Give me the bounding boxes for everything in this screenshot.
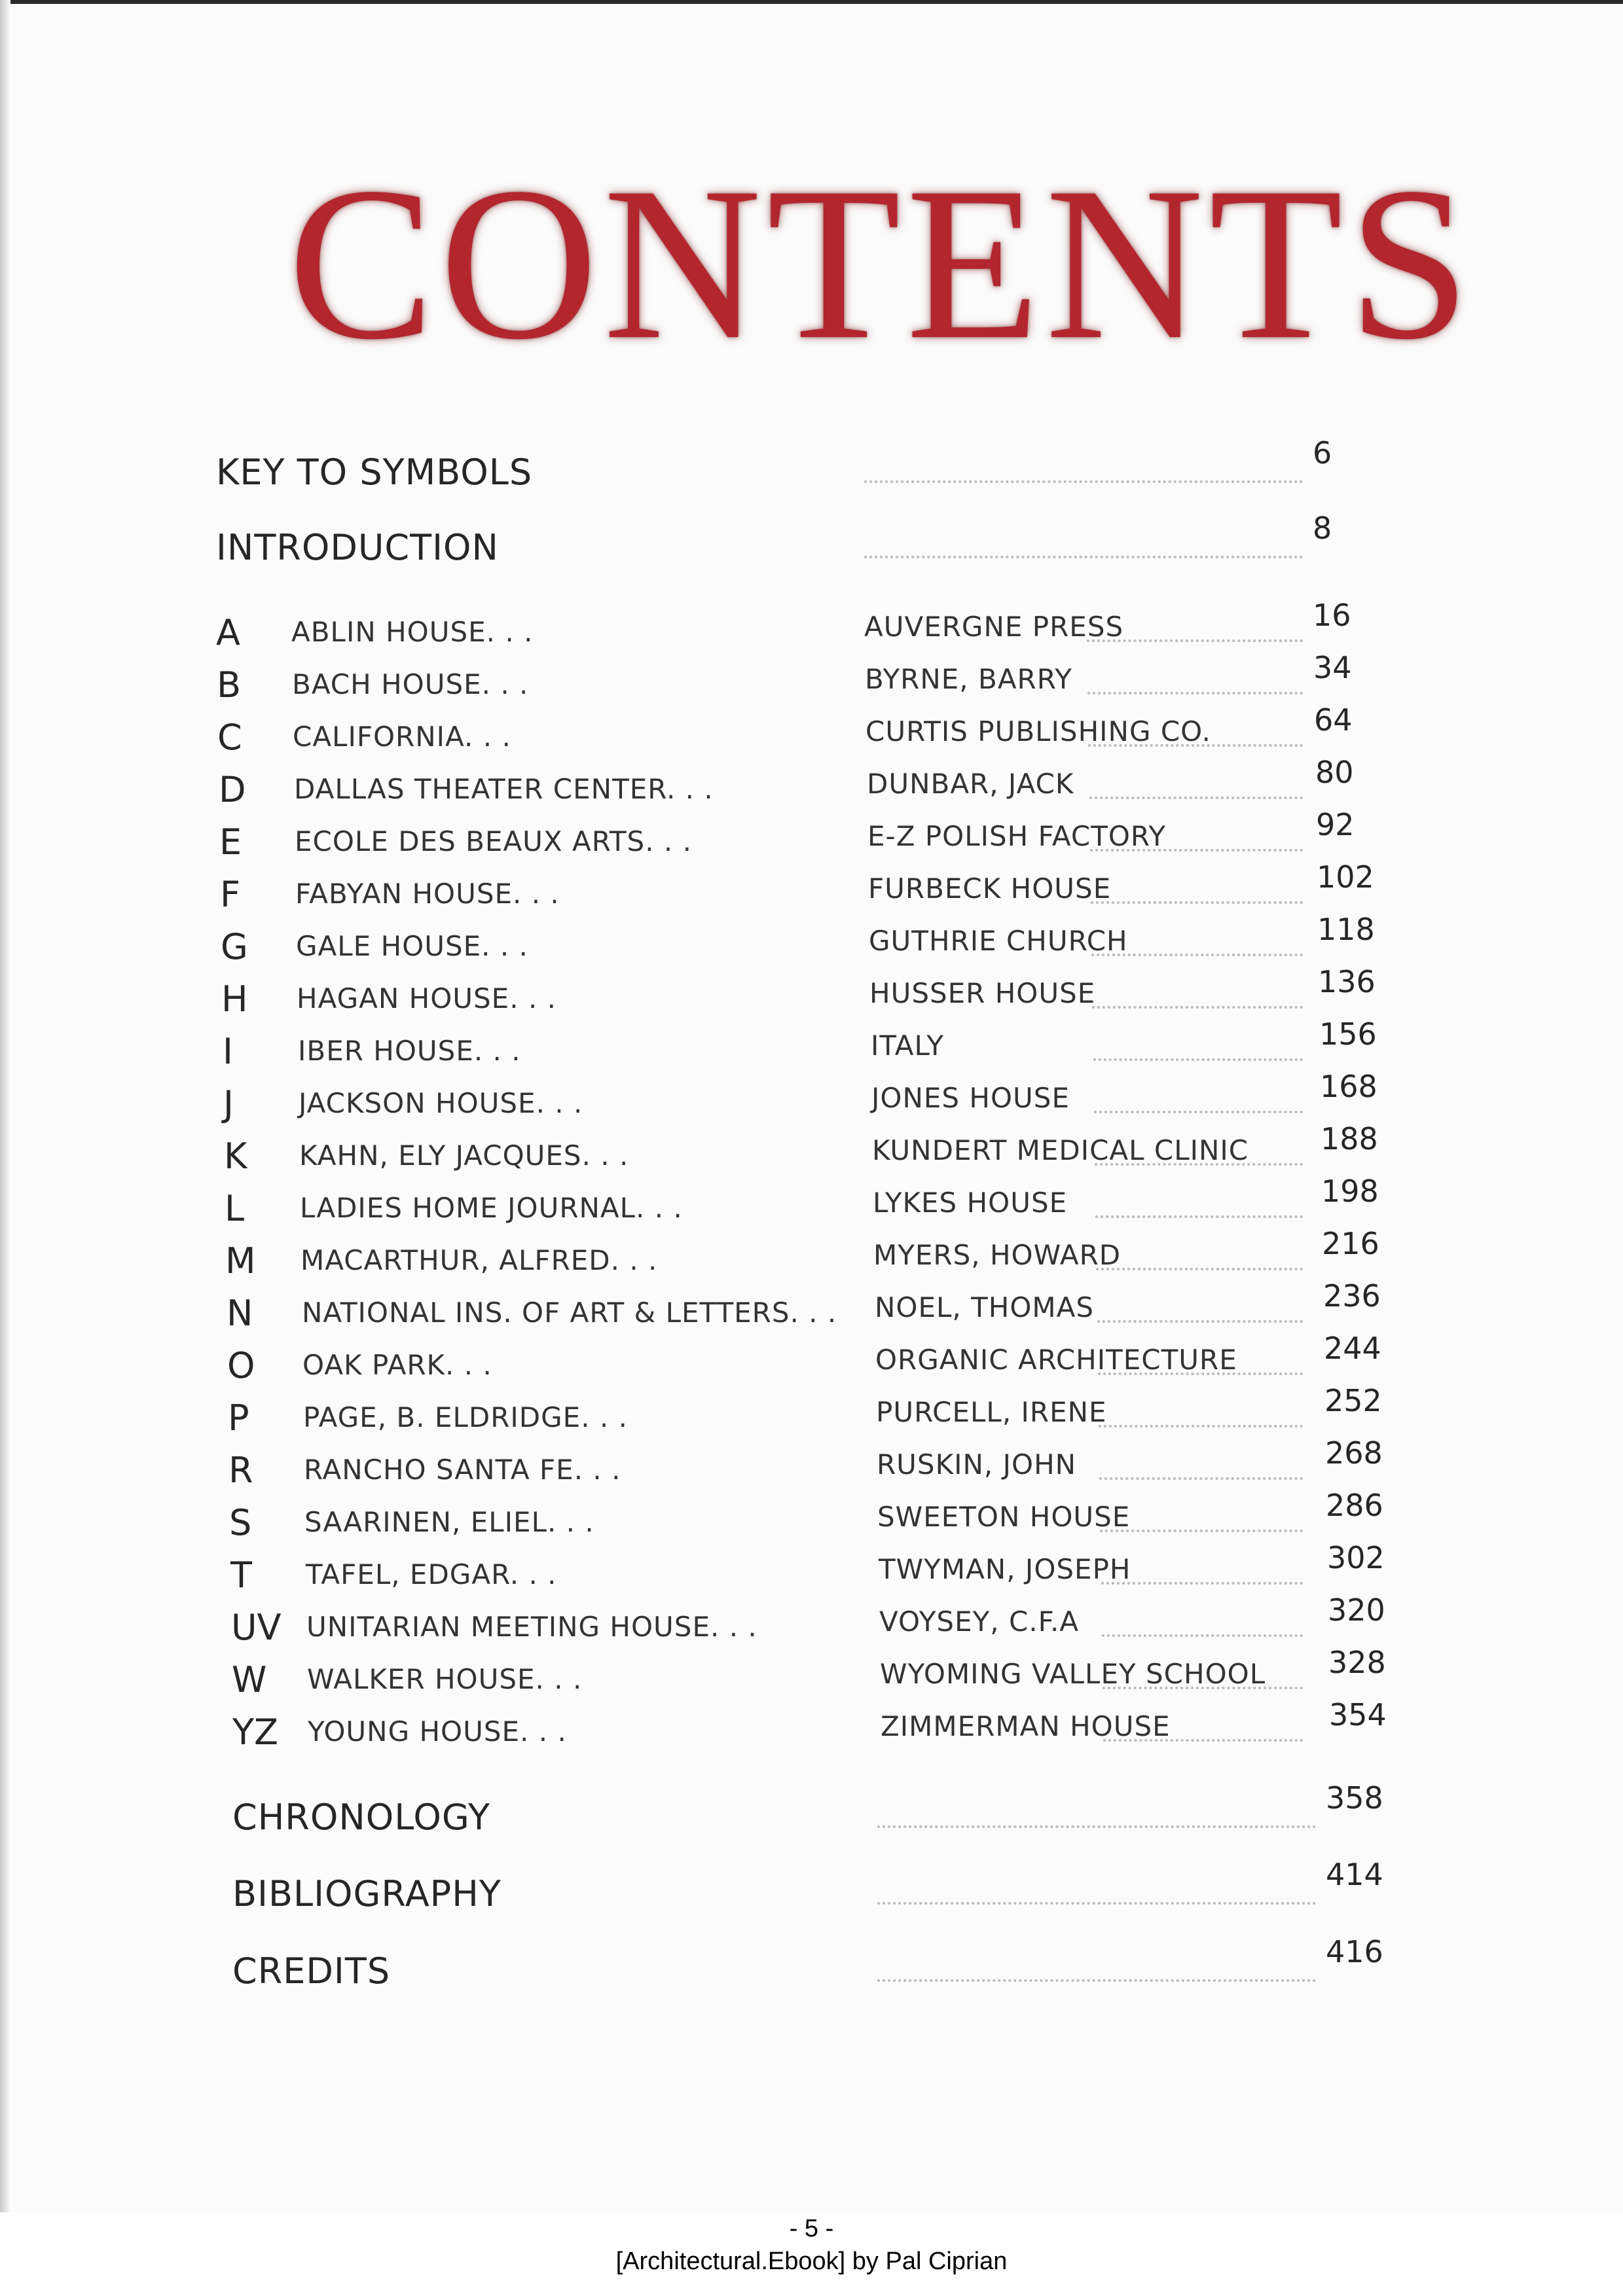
toc-letter: P <box>228 1397 249 1439</box>
toc-left-entry: OAK PARK. . . <box>302 1349 492 1381</box>
toc-letter: F <box>220 874 241 915</box>
toc-leader <box>1091 901 1303 904</box>
toc-right-entry: PURCELL, IRENE <box>876 1396 1107 1428</box>
toc-letter: H <box>221 978 248 1020</box>
toc-right-entry: DUNBAR, JACK <box>867 768 1074 800</box>
toc-main-entry-page: 358 <box>1326 1780 1383 1816</box>
toc-right-entry-page: 286 <box>1326 1488 1383 1523</box>
footer-credit: [Architectural.Ebook] by Pal Ciprian <box>615 2248 1008 2275</box>
toc-left-entry: ECOLE DES BEAUX ARTS. . . <box>295 825 692 857</box>
toc-letter: I <box>223 1031 233 1072</box>
toc-letter: M <box>225 1240 256 1282</box>
toc-leader <box>1103 1739 1303 1742</box>
toc-right-entry-page: 92 <box>1316 807 1355 842</box>
footer-page-number: - 5 - <box>789 2215 834 2242</box>
toc-main-entry-page: 416 <box>1326 1934 1383 1969</box>
toc-left-entry: YOUNG HOUSE. . . <box>308 1715 567 1748</box>
toc-left-entry: IBER HOUSE. . . <box>298 1035 521 1067</box>
toc-main-entry-page: 414 <box>1326 1857 1383 1892</box>
toc-right-entry: NOEL, THOMAS <box>875 1291 1095 1323</box>
toc-right-entry: ITALY <box>871 1030 944 1062</box>
toc-leader <box>1098 1372 1303 1375</box>
toc-left-entry: DALLAS THEATER CENTER. . . <box>294 773 714 805</box>
toc-leader <box>1095 1215 1303 1218</box>
toc-letter: C <box>217 717 242 758</box>
toc-right-entry: TWYMAN, JOSEPH <box>879 1553 1131 1585</box>
toc-left-entry: RANCHO SANTA FE. . . <box>304 1454 621 1486</box>
toc-right-entry-page: 156 <box>1319 1016 1377 1052</box>
toc-letter: K <box>224 1136 247 1177</box>
toc-right-entry-page: 80 <box>1315 755 1354 790</box>
toc-right-entry: HUSSER HOUSE <box>869 977 1096 1009</box>
toc-leader <box>1094 1111 1303 1113</box>
toc-letter: UV <box>231 1607 282 1648</box>
toc-right-entry: BYRNE, BARRY <box>865 663 1072 695</box>
toc-right-entry: ZIMMERMAN HOUSE <box>881 1710 1171 1742</box>
toc-right-entry-page: 34 <box>1313 650 1352 685</box>
toc-left-entry: MACARTHUR, ALFRED. . . <box>301 1244 658 1276</box>
toc-right-entry: JONES HOUSE <box>871 1082 1070 1114</box>
toc-letter: J <box>223 1083 234 1124</box>
toc-leader <box>1103 1687 1303 1689</box>
toc-left-entry: NATIONAL INS. OF ART & LETTERS. . . <box>302 1297 837 1329</box>
toc-right-entry: LYKES HOUSE <box>873 1187 1068 1219</box>
toc-leader <box>1089 797 1303 799</box>
toc-left-entry: JACKSON HOUSE. . . <box>299 1087 583 1119</box>
toc-letter: B <box>217 664 242 706</box>
toc-leader <box>1100 1530 1303 1532</box>
toc-right-entry-page: 198 <box>1321 1174 1379 1209</box>
toc-main-entry-label: KEY TO SYMBOLS <box>216 452 533 493</box>
toc-leader <box>877 1825 1316 1828</box>
toc-right-entry-page: 354 <box>1329 1697 1387 1732</box>
toc-letter: O <box>227 1345 255 1386</box>
toc-right-entry-page: 328 <box>1328 1645 1386 1680</box>
toc-right-entry-page: 252 <box>1324 1383 1382 1418</box>
toc-leader <box>1101 1582 1303 1585</box>
toc-leader <box>1087 692 1303 694</box>
page-edge-shadow <box>0 0 10 2212</box>
toc-leader <box>1099 1477 1303 1480</box>
toc-left-entry: FABYAN HOUSE. . . <box>295 878 560 910</box>
toc-right-entry: E-Z POLISH FACTORY <box>867 820 1167 852</box>
toc-main-entry-page: 8 <box>1313 511 1332 546</box>
toc-letter: A <box>216 612 240 653</box>
page-title: CONTENTS <box>288 142 1476 385</box>
toc-right-entry-page: 102 <box>1317 859 1374 895</box>
toc-leader <box>877 1979 1316 1982</box>
toc-right-entry-page: 136 <box>1318 964 1376 999</box>
toc-letter: S <box>229 1502 252 1543</box>
toc-right-entry: CURTIS PUBLISHING CO. <box>866 715 1211 747</box>
toc-leader <box>1090 849 1303 852</box>
toc-leader <box>1102 1634 1303 1637</box>
toc-right-entry-page: 244 <box>1324 1331 1381 1366</box>
toc-letter: T <box>230 1554 252 1596</box>
toc-right-entry-page: 268 <box>1325 1435 1383 1471</box>
toc-right-entry: AUVERGNE PRESS <box>864 611 1124 643</box>
toc-main-entry-label: INTRODUCTION <box>216 527 499 568</box>
toc-right-entry-page: 64 <box>1314 702 1353 738</box>
toc-right-entry: MYERS, HOWARD <box>873 1239 1122 1271</box>
toc-letter: D <box>219 769 246 810</box>
toc-letter: R <box>228 1450 253 1491</box>
toc-right-entry-page: 168 <box>1320 1069 1377 1104</box>
toc-leader <box>1088 744 1303 747</box>
toc-leader <box>1091 954 1303 956</box>
toc-leader <box>1096 1268 1303 1270</box>
toc-right-entry-page: 302 <box>1327 1540 1385 1575</box>
toc-main-entry-label: CHRONOLOGY <box>232 1797 491 1838</box>
toc-right-entry: ORGANIC ARCHITECTURE <box>875 1344 1237 1376</box>
toc-letter: N <box>227 1293 253 1334</box>
top-rule <box>0 0 1623 4</box>
toc-main-entry-page: 6 <box>1313 435 1332 471</box>
toc-left-entry: UNITARIAN MEETING HOUSE. . . <box>306 1611 757 1643</box>
toc-right-entry-page: 236 <box>1323 1278 1381 1314</box>
toc-right-entry-page: 216 <box>1322 1226 1379 1261</box>
toc-left-entry: SAARINEN, ELIEL. . . <box>304 1506 594 1538</box>
toc-left-entry: LADIES HOME JOURNAL. . . <box>300 1192 683 1224</box>
toc-letter: YZ <box>232 1712 278 1753</box>
toc-right-entry-page: 118 <box>1317 912 1375 947</box>
toc-leader <box>877 1902 1316 1905</box>
toc-right-entry: SWEETON HOUSE <box>877 1501 1131 1533</box>
toc-right-entry: GUTHRIE CHURCH <box>869 925 1128 957</box>
toc-leader <box>1095 1163 1303 1166</box>
toc-letter: W <box>232 1659 267 1700</box>
toc-right-entry: RUSKIN, JOHN <box>877 1448 1077 1480</box>
toc-left-entry: KAHN, ELY JACQUES. . . <box>299 1139 629 1172</box>
toc-leader <box>1097 1320 1303 1323</box>
toc-main-entry-label: CREDITS <box>232 1950 391 1992</box>
toc-leader <box>1087 639 1303 642</box>
toc-right-entry-page: 16 <box>1313 598 1351 633</box>
toc-right-entry: VOYSEY, C.F.A <box>879 1605 1080 1638</box>
toc-left-entry: HAGAN HOUSE. . . <box>297 982 556 1014</box>
toc-letter: E <box>219 821 242 863</box>
toc-right-entry: FURBECK HOUSE <box>868 872 1112 905</box>
toc-leader <box>1093 1058 1303 1061</box>
toc-leader <box>864 480 1303 483</box>
toc-left-entry: TAFEL, EDGAR. . . <box>306 1558 557 1590</box>
toc-left-entry: WALKER HOUSE. . . <box>307 1663 583 1695</box>
toc-leader <box>1092 1006 1303 1009</box>
footer <box>0 2212 1623 2278</box>
toc-left-entry: CALIFORNIA. . . <box>293 721 511 753</box>
toc-main-entry-label: BIBLIOGRAPHY <box>232 1873 501 1914</box>
toc-leader <box>864 556 1303 558</box>
toc-right-entry: WYOMING VALLEY SCHOOL <box>880 1658 1266 1690</box>
toc-leader <box>1099 1425 1303 1427</box>
toc-left-entry: PAGE, B. ELDRIDGE. . . <box>303 1401 628 1433</box>
toc-left-entry: GALE HOUSE. . . <box>296 930 528 962</box>
toc-left-entry: BACH HOUSE. . . <box>292 668 529 700</box>
toc-left-entry: ABLIN HOUSE. . . <box>291 616 534 648</box>
toc-right-entry-page: 320 <box>1328 1592 1385 1628</box>
toc-letter: L <box>225 1188 245 1229</box>
toc-right-entry: KUNDERT MEDICAL CLINIC <box>872 1134 1249 1166</box>
toc-letter: G <box>221 926 248 967</box>
toc-right-entry-page: 188 <box>1321 1121 1378 1157</box>
